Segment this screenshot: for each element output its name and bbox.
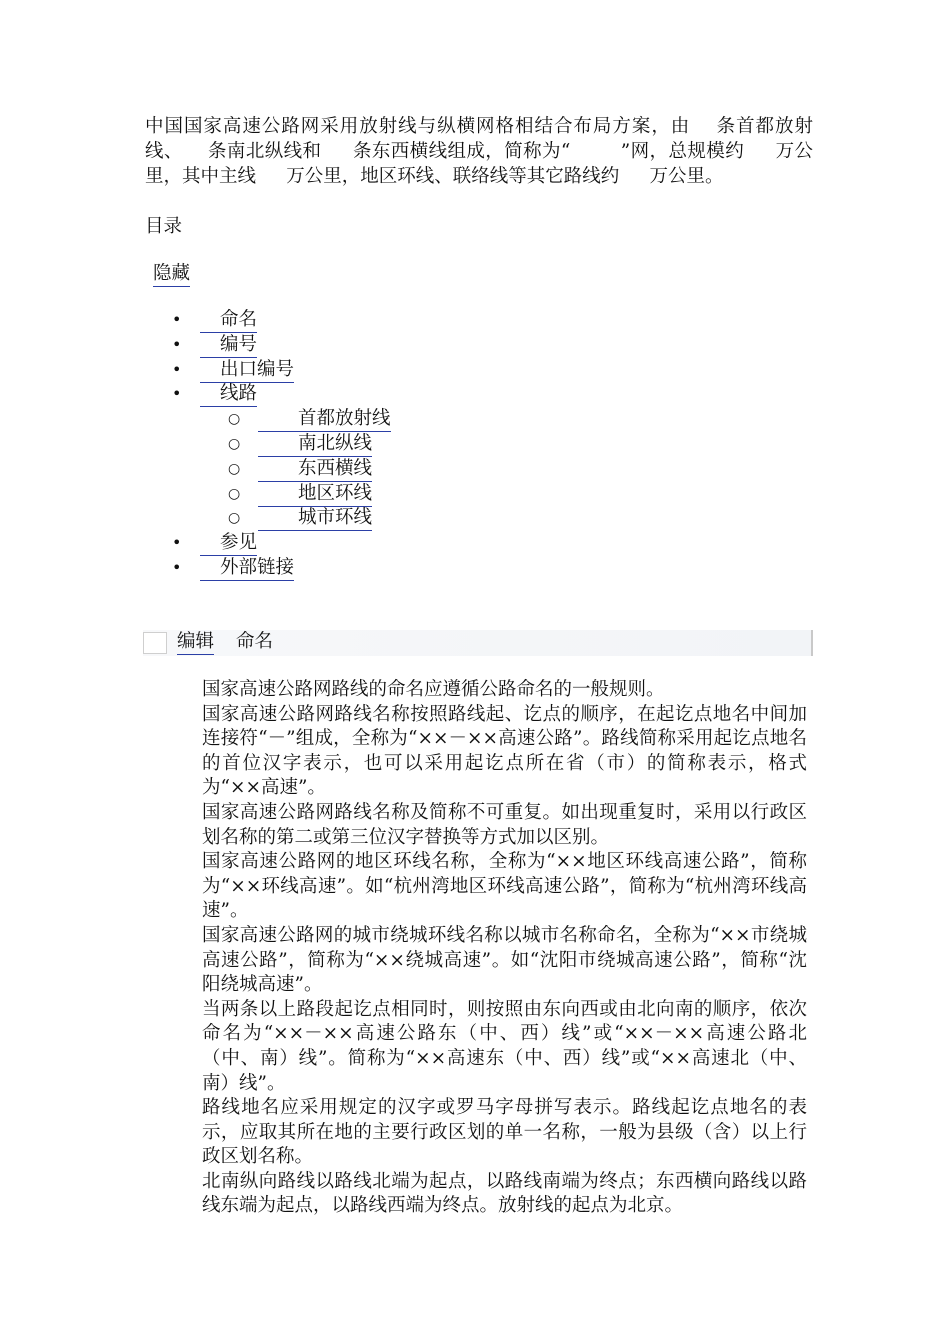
toc-link-see-also[interactable]: 参见 bbox=[200, 531, 257, 556]
section-title: 命名 bbox=[236, 631, 274, 652]
bullet-icon: • bbox=[172, 533, 182, 553]
circle-bullet-icon: ○ bbox=[228, 460, 241, 477]
toc-link-north-south[interactable]: 南北纵线 bbox=[258, 432, 372, 457]
body-paragraph: 国家高速公路网的地区环线名称，全称为“××地区环线高速公路”，简称为“××环线高速”。如“杭州湾地区环线高速公路”，简称为“杭州湾环线高速”。 bbox=[202, 851, 807, 922]
body-paragraph: 国家高速公路网的城市绕城环线名称以城市名称命名，全称为“××市绕城高速公路”，简称为“××绕城高速”。如“沈阳市绕城高速公路”，简称“沈阳绕城高速”。 bbox=[202, 924, 807, 996]
bullet-icon: • bbox=[172, 310, 182, 329]
body-paragraph: 国家高速公路网路线名称按照路线起、讫点的顺序，在起讫点地名中间加连接符“－”组成，全称为“××－××高速公路”。路线简称采用起讫点地名的首位汉字表示，也可以采用起讫点所在省（市）的简称表示，格式为“××高速”。 bbox=[202, 703, 807, 799]
section-body bbox=[202, 678, 807, 1219]
circle-bullet-icon: ○ bbox=[228, 411, 241, 428]
toc-link-east-west[interactable]: 东西横线 bbox=[258, 457, 372, 482]
toc-title: 目录 bbox=[145, 216, 183, 237]
section-header-naming bbox=[143, 630, 813, 656]
toc-link-city-ring[interactable]: 城市环线 bbox=[258, 506, 372, 531]
toc-link-exit-numbering[interactable]: 出口编号 bbox=[200, 358, 294, 383]
body-paragraph: 路线地名应采用规定的汉字或罗马字母拼写表示。路线起讫点地名的表示，应取其所在地的主要行政区划的单一名称，一般为县级（含）以上行政区划名称。 bbox=[202, 1097, 807, 1168]
bullet-icon: • bbox=[172, 359, 182, 379]
section-edit-link[interactable]: 编辑 bbox=[177, 630, 214, 655]
body-paragraph: 国家高速公路网路线名称及简称不可重复。如出现重复时，采用以行政区划名称的第二或第三位汉字替换等方式加以区别。 bbox=[202, 801, 807, 848]
toc-link-capital-radial[interactable]: 首都放射线 bbox=[258, 407, 391, 432]
body-paragraph: 当两条以上路段起讫点相同时，则按照由东向西或由北向南的顺序，依次命名为“××－××高速公路东（中、西）线”或“××－××高速公路北（中、南）线”。简称为“××高速东（中、西）线”或“××高速北（中、南）线”。 bbox=[202, 998, 807, 1094]
toc-link-routes[interactable]: 线路 bbox=[200, 382, 257, 407]
toc-link-numbering[interactable]: 编号 bbox=[200, 333, 257, 358]
circle-bullet-icon: ○ bbox=[228, 435, 241, 452]
body-paragraph: 北南纵向路线以路线北端为起点，以路线南端为终点；东西横向路线以路线东端为起点，以路线西端为终点。放射线的起点为北京。 bbox=[202, 1170, 807, 1217]
body-paragraph: 国家高速公路网路线的命名应遵循公路命名的一般规则。 bbox=[202, 679, 665, 700]
toc-link-external-links[interactable]: 外部链接 bbox=[200, 556, 294, 581]
section-checkbox[interactable] bbox=[143, 632, 167, 654]
intro-paragraph: 中国国家高速公路网采用放射线与纵横网格相结合布局方案，由 条首都放射线、 条南北纵线和 条东西横线组成，简称为“ ”网，总规模约 万公里，其中主线 万公里，地区环线、联络线等其它路线约 万公里。 bbox=[145, 116, 813, 187]
circle-bullet-icon: ○ bbox=[228, 510, 241, 527]
toc-link-regional-ring[interactable]: 地区环线 bbox=[258, 482, 372, 507]
toc-hide-link[interactable]: 隐藏 bbox=[153, 261, 190, 287]
bullet-icon: • bbox=[172, 557, 182, 577]
circle-bullet-icon: ○ bbox=[228, 485, 241, 502]
bullet-icon: • bbox=[172, 384, 182, 404]
bullet-icon: • bbox=[172, 334, 182, 354]
toc-link-naming[interactable]: 命名 bbox=[200, 308, 257, 333]
